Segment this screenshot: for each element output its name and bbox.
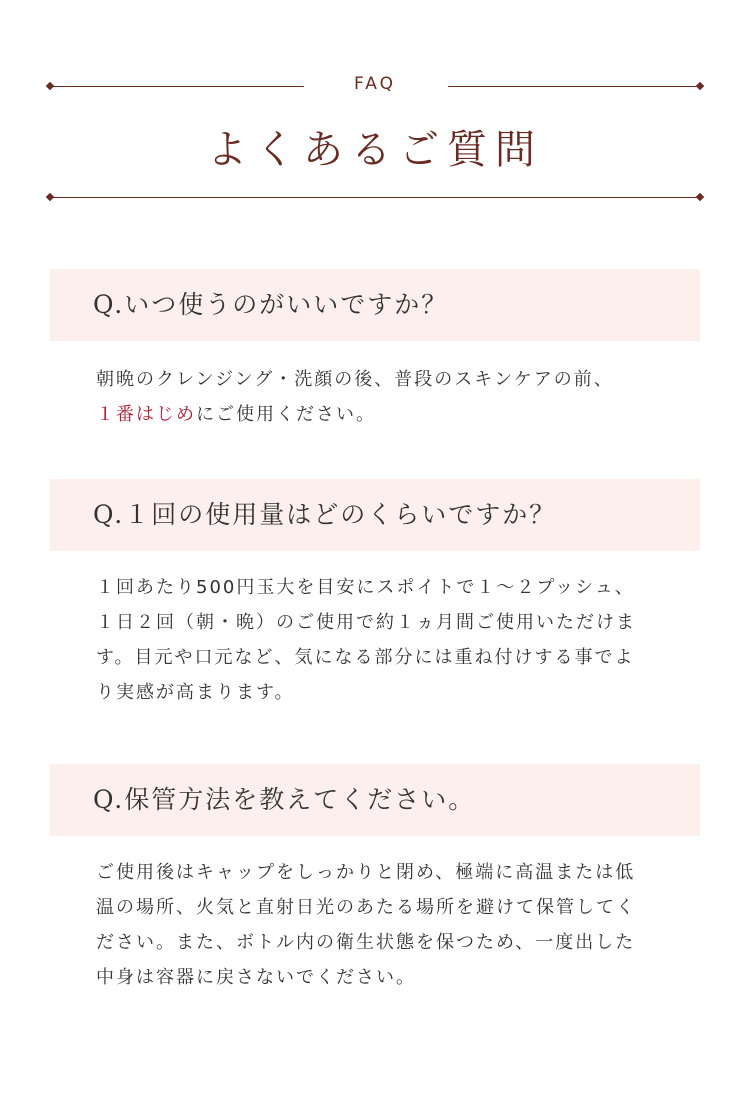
answer-line: り実感が高まります。 bbox=[96, 682, 295, 703]
faq-question: Q.保管方法を教えてください。 bbox=[93, 785, 476, 814]
answer-line: １日２回（朝・晩）のご使用で約１ヵ月間ご使用いただけま bbox=[96, 612, 636, 633]
answer-line: す。目元や口元など、気になる部分には重ね付けする事でよ bbox=[96, 647, 635, 668]
answer-line: １回あたり500円玉大を目安にスポイトで１～２プッシュ、 bbox=[96, 577, 635, 598]
faq-question-box bbox=[50, 269, 700, 341]
answer-line: 中身は容器に戻さないでください。 bbox=[96, 967, 416, 988]
faq-question-box bbox=[50, 764, 700, 836]
answer-highlight: １番はじめ bbox=[96, 404, 196, 425]
faq-answer bbox=[96, 570, 666, 710]
faq-question-box bbox=[50, 479, 700, 551]
answer-line bbox=[96, 397, 666, 432]
section-eyebrow: FAQ bbox=[354, 74, 396, 94]
answer-line: 朝晩のクレンジング・洗顔の後、普段のスキンケアの前、 bbox=[96, 369, 614, 390]
faq-answer bbox=[96, 362, 666, 432]
answer-line: ださい。また、ボトル内の衛生状態を保つため、一度出した bbox=[96, 932, 636, 953]
faq-answer bbox=[96, 855, 666, 995]
page-title: よくあるご質問 bbox=[207, 127, 543, 173]
faq-question: Q.１回の使用量はどのくらいですか？ bbox=[93, 500, 557, 529]
answer-line: 温の場所、火気と直射日光のあたる場所を避けて保管してく bbox=[96, 897, 636, 918]
answer-line-tail: にご使用ください。 bbox=[196, 404, 376, 425]
diamond-right-icon bbox=[696, 193, 704, 201]
answer-line: ご使用後はキャップをしっかりと閉め、極端に高温または低 bbox=[96, 862, 636, 883]
faq-question: Q.いつ使うのがいいですか？ bbox=[93, 290, 449, 319]
header-bottom-rule bbox=[48, 197, 702, 199]
